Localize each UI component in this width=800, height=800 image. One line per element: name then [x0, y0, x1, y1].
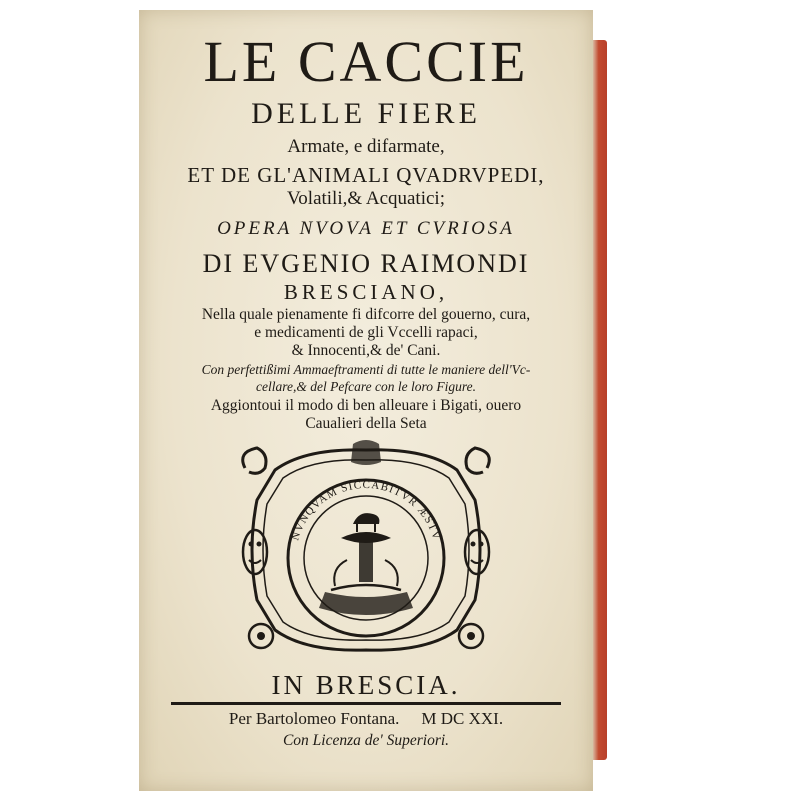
red-page-edge — [593, 40, 607, 760]
imprint-rule — [171, 702, 561, 705]
description-line: Nella quale pienamente fi difcorre del gouerno, cura, — [201, 306, 531, 323]
device-motto: NVNQVAM SICCABITVR ÆSTV — [289, 478, 443, 542]
printer-name: Per Bartolomeo Fontana. — [228, 709, 400, 728]
license-line: Con Licenza de' Superiori. — [282, 732, 450, 749]
italic-line: cellare,& del Pefcare con le loro Figure. — [256, 379, 476, 394]
book-subtitle: DELLE FIERE — [251, 97, 481, 130]
book-title: LE CACCIE — [203, 29, 529, 94]
subtitle-line: Volatili,& Acquatici; — [287, 188, 445, 209]
title-page — [139, 10, 593, 791]
description-line: e medicamenti de gli Vccelli rapaci, — [254, 324, 478, 341]
description-line: & Innocenti,& de' Cani. — [291, 342, 441, 359]
imprint-line — [139, 709, 593, 729]
author-origin: BRESCIANO, — [283, 280, 449, 304]
subtitle-line: Armate, e difarmate, — [287, 136, 445, 157]
opera-line: OPERA NVOVA ET CVRIOSA — [217, 218, 515, 239]
subtitle-line: ET DE GL'ANIMALI QVADRVPEDI, — [187, 163, 545, 187]
place-of-printing: IN BRESCIA. — [271, 670, 461, 700]
publication-year: M DC XXI. — [421, 709, 504, 728]
italic-line: Con perfettißimi Ammaeftramenti di tutte le maniere dell'Vc- — [201, 362, 531, 377]
addendum-line: Aggiontoui il modo di ben alleuare i Bigati, ouero — [210, 397, 522, 414]
author-line: DI EVGENIO RAIMONDI — [202, 249, 530, 278]
addendum-line: Caualieri della Seta — [305, 415, 427, 432]
printer-device-woodcut — [235, 440, 497, 660]
